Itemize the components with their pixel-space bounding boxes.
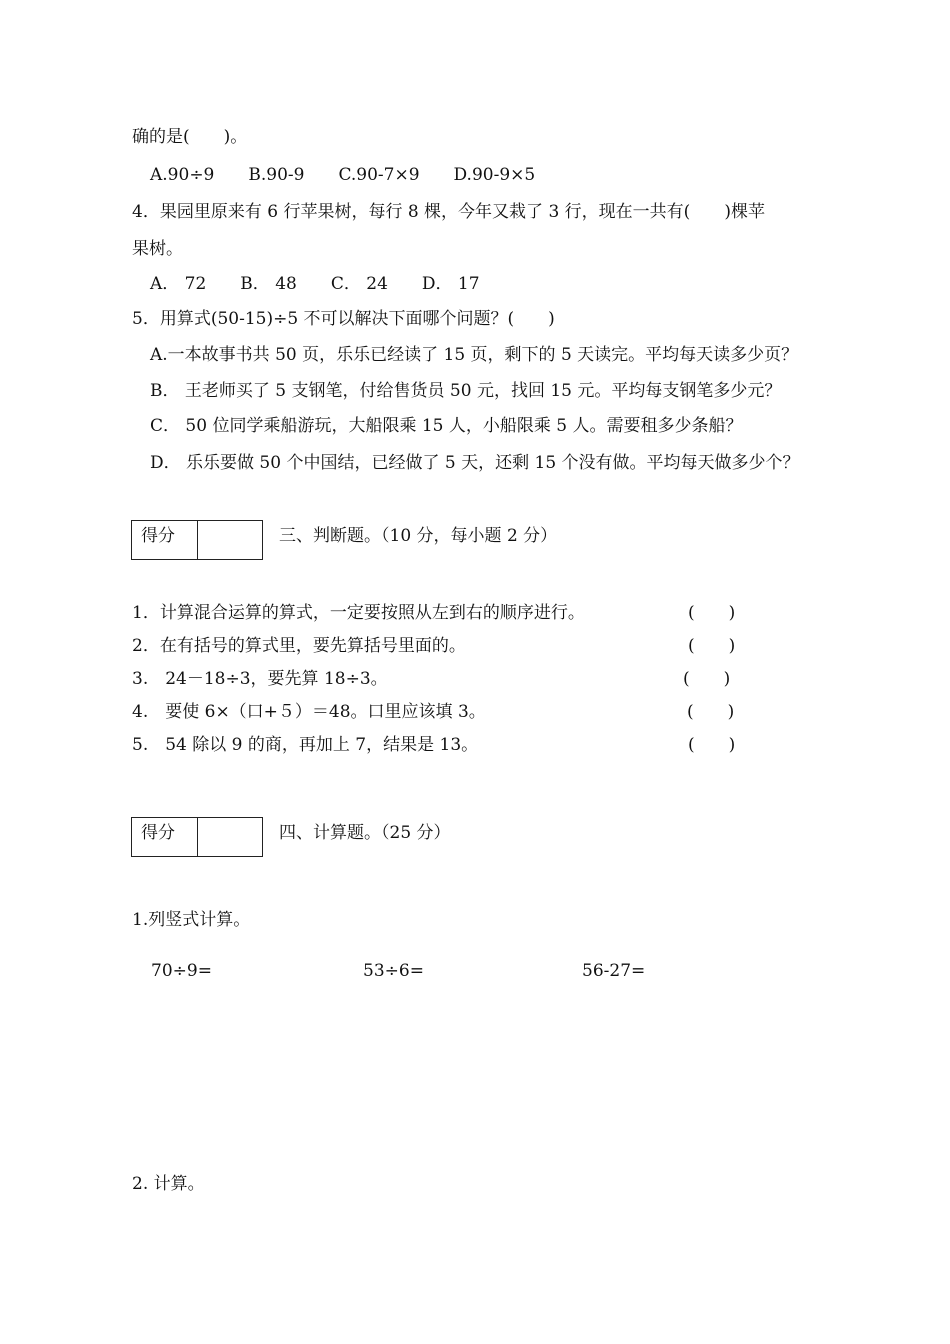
question-4-stem: 4．果园里原来有 6 行苹果树，每行 8 棵，今年又栽了 3 行，现在一共有( )棵苹	[132, 202, 765, 222]
question-4-stem-cont: 果树。	[132, 239, 183, 259]
answer-blank-3[interactable]: ( )	[683, 669, 731, 689]
question-5-option-b: B． 王老师买了 5 支钢笔，付给售货员 50 元，找回 15 元。平均每支钢笔多少元？	[150, 381, 782, 401]
section-3-title: 三、判断题。（10 分，每小题 2 分）	[279, 526, 558, 546]
question-5-stem: 5．用算式(50-15)÷5 不可以解决下面哪个问题？( )	[132, 309, 555, 329]
sub-question-1-title: 1.列竖式计算。	[132, 910, 251, 930]
expression-3: 56-27=	[582, 961, 646, 981]
score-label: 得分	[141, 526, 175, 546]
expression-2: 53÷6=	[363, 961, 424, 981]
expression-1: 70÷9=	[151, 961, 212, 981]
judgement-item-3: 3. 24－18÷3，要先算 18÷3。	[132, 669, 388, 689]
question-3-stem-end: 确的是( )。	[132, 127, 248, 147]
score-label: 得分	[141, 823, 175, 843]
question-5-option-c: C． 50 位同学乘船游玩，大船限乘 15 人，小船限乘 5 人。需要租多少条船？	[150, 416, 743, 436]
question-4-options: A． 72 B． 48 C． 24 D． 17	[150, 274, 480, 294]
section-4-title: 四、计算题。（25 分）	[279, 823, 451, 843]
answer-blank-5[interactable]: ( )	[688, 735, 736, 755]
question-3-options: A.90÷9 B.90-9 C.90-7×9 D.90-9×5	[150, 165, 536, 185]
score-box-section-4	[131, 817, 263, 857]
answer-blank-1[interactable]: ( )	[688, 603, 736, 623]
judgement-item-5: 5. 54 除以 9 的商，再加上 7，结果是 13。	[132, 735, 479, 755]
answer-blank-4[interactable]: ( )	[687, 702, 735, 722]
question-5-option-a: A.一本故事书共 50 页，乐乐已经读了 15 页，剩下的 5 天读完。平均每天读多少页？	[150, 345, 799, 365]
judgement-item-1: 1．计算混合运算的算式，一定要按照从左到右的顺序进行。	[132, 603, 585, 623]
judgement-item-2: 2．在有括号的算式里，要先算括号里面的。	[132, 636, 466, 656]
sub-question-2-title: 2. 计算。	[132, 1174, 205, 1194]
question-5-option-d: D． 乐乐要做 50 个中国结，已经做了 5 天，还剩 15 个没有做。平均每天做多少个？	[150, 453, 800, 473]
score-box-section-3	[131, 520, 263, 560]
answer-blank-2[interactable]: ( )	[688, 636, 736, 656]
judgement-item-4: 4. 要使 6×（口+５）＝48。口里应该填 3。	[132, 702, 486, 722]
